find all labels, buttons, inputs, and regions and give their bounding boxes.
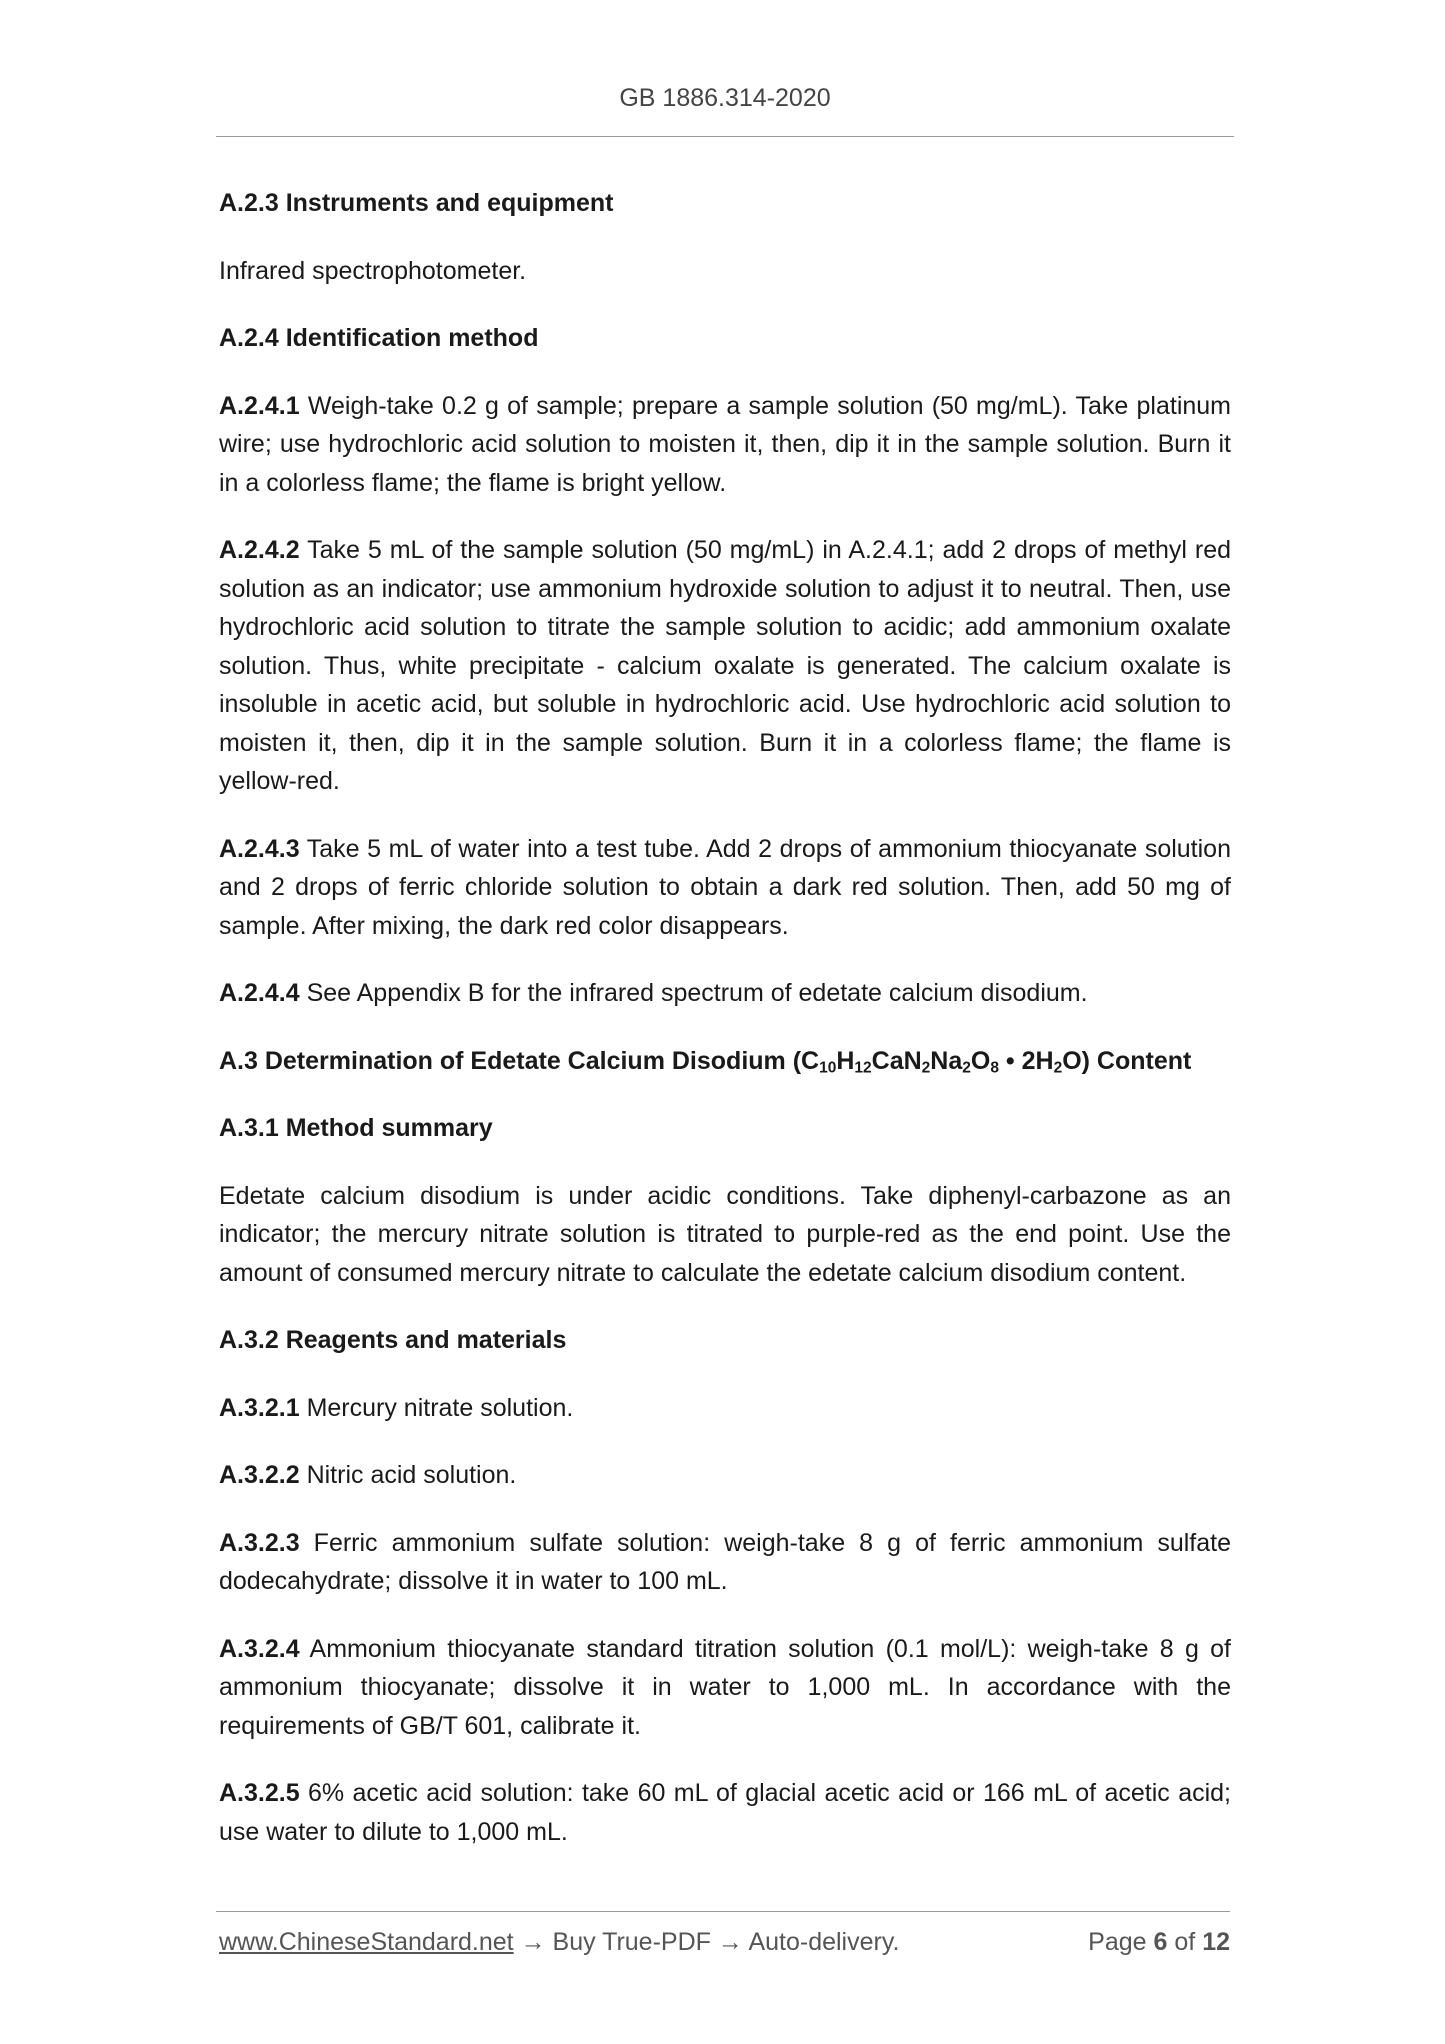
clause-number: A.3.2.5: [219, 1779, 300, 1807]
clause-number: A.2.4.2: [219, 536, 300, 564]
clause-text: See Appendix B for the infrared spectrum of edetate calcium disodium.: [306, 979, 1088, 1007]
delivery-text: Auto-delivery.: [748, 1928, 900, 1956]
clause-number: A.2.4.4: [219, 979, 300, 1007]
clause-text: Weigh-take 0.2 g of sample; prepare a sample solution (50 mg/mL). Take platinum wire; use hydrochloric acid solution to moisten it, then, dip it in the sample solution. Burn it in a colorless flame; the flame is bright yellow.: [219, 391, 1232, 497]
total-pages: 12: [1202, 1928, 1230, 1956]
clause-text: Ferric ammonium sulfate solution: weigh-take 8 g of ferric ammonium sulfate dodecahydrate; dissolve it in water to 100 mL.: [219, 1528, 1231, 1595]
footer-divider: [216, 1911, 1230, 1912]
clause-number: A.3.2.3: [219, 1528, 300, 1557]
clause-a241: [219, 387, 1231, 503]
clause-a324: [219, 1630, 1231, 1746]
site-link[interactable]: www.ChineseStandard.net: [219, 1928, 514, 1956]
clause-number: A.2.4.3: [219, 834, 300, 863]
heading-a32: A.3.2 Reagents and materials: [219, 1326, 567, 1354]
header-divider: [216, 136, 1234, 137]
current-page: 6: [1153, 1928, 1168, 1956]
arrow-icon: →: [520, 1928, 546, 1956]
clause-text: Mercury nitrate solution.: [306, 1393, 574, 1422]
clause-number: A.2.4.1: [219, 391, 300, 420]
heading-a24: A.2.4 Identification method: [219, 324, 539, 352]
clause-text: Ammonium thiocyanate standard titration solution (0.1 mol/L): weigh-take 8 g of ammonium thiocyanate; dissolve it in water to 1,000 mL. In accordance with the requirements of GB/T 601, calibrate it.: [219, 1634, 1231, 1740]
document-footer: [219, 1928, 1230, 1957]
clause-number: A.3.2.2: [219, 1461, 300, 1489]
clause-text: 6% acetic acid solution: take 60 mL of glacial acetic acid or 166 mL of acetic acid; use water to dilute to 1,000 mL.: [219, 1779, 1231, 1846]
heading-a3: A.3 Determination of Edetate Calcium Disodium ($C_{10}H_{12}CaN_2Na_2O_8$ • $2H_2O$) Content: [219, 1046, 1192, 1076]
arrow-icon: →: [717, 1928, 743, 1956]
paragraph-a31: Edetate calcium disodium is under acidic conditions. Take diphenyl-carbazone as an indicator; the mercury nitrate solution is titrated to purple-red as the end point. Use the amount of consumed mercury nitrate to calculate the edetate calcium disodium content.: [219, 1181, 1231, 1287]
clause-a321: [219, 1389, 1231, 1428]
clause-number: A.3.2.4: [219, 1634, 300, 1663]
clause-a325: [219, 1774, 1231, 1851]
clause-a243: [219, 830, 1231, 946]
buy-text: Buy True-PDF: [552, 1928, 711, 1956]
heading-a31: A.3.1 Method summary: [219, 1114, 493, 1142]
clause-text: Nitric acid solution.: [306, 1461, 517, 1489]
clause-text: Take 5 mL of the sample solution (50 mg/mL) in A.2.4.1; add 2 drops of methyl red solution as an indicator; use ammonium hydroxide solution to adjust it to neutral. Then, use hydrochloric acid solution to titrate the sample solution to acidic; add ammonium oxalate solution. Thus, white precipitate - calcium oxalate is generated. The calcium oxalate is insoluble in acetic acid, but soluble in hydrochloric acid. Use hydrochloric acid solution to moisten it, then, dip it in the sample solution. Burn it in a colorless flame; the flame is yellow-red.: [219, 536, 1231, 795]
heading-a23: A.2.3 Instruments and equipment: [219, 189, 614, 217]
paragraph-a23: Infrared spectrophotometer.: [219, 256, 527, 285]
clause-a242: [219, 531, 1231, 801]
clause-a322: [219, 1456, 1231, 1495]
page-indicator: Page 6 of 12: [1088, 1928, 1230, 1956]
clause-number: A.3.2.1: [219, 1393, 300, 1422]
clause-a244: [219, 974, 1231, 1013]
document-body: [219, 184, 1231, 1880]
clause-text: Take 5 mL of water into a test tube. Add 2 drops of ammonium thiocyanate solution and 2 drops of ferric chloride solution to obtain a dark red solution. Then, add 50 mg of sample. After mixing, the dark red color disappears.: [219, 834, 1231, 940]
document-header: GB 1886.314-2020: [619, 84, 831, 112]
clause-a323: [219, 1524, 1231, 1601]
footer-promo: [219, 1928, 899, 1957]
